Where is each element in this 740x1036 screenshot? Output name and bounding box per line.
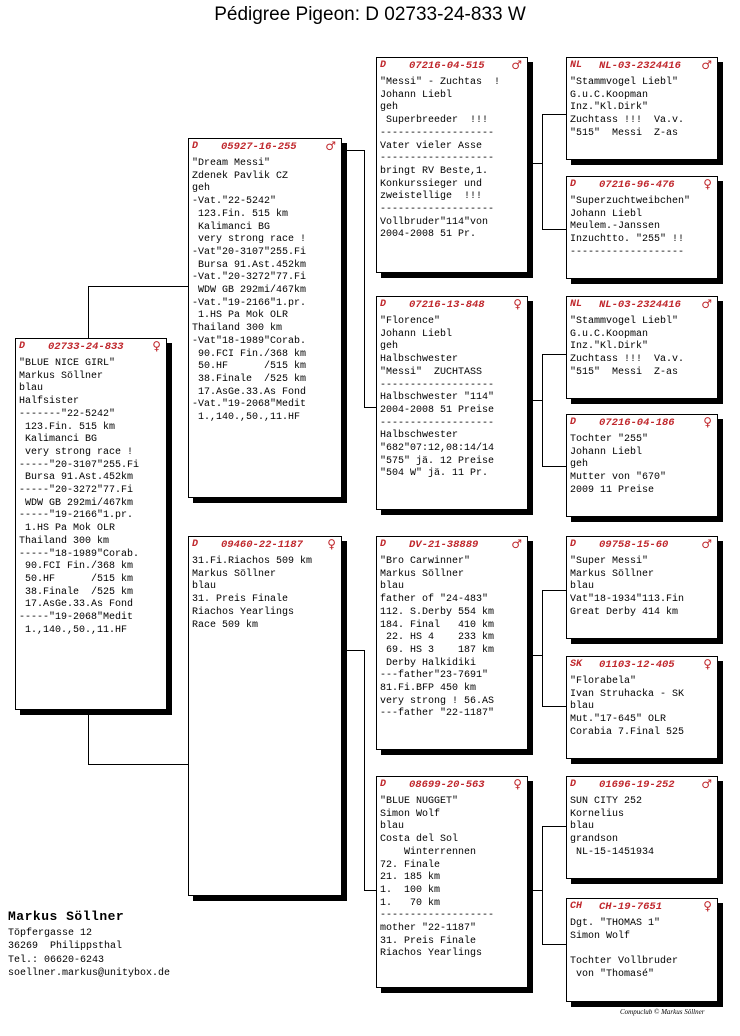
card-line: "515" Messi Z-as (570, 127, 679, 139)
card-line: SUN CITY 252 (570, 796, 643, 807)
card-line: Halfsister (19, 396, 80, 408)
card-body (567, 194, 717, 260)
card-line: 2004-2008 51 Pr. (380, 229, 477, 241)
card-line: Zuchtass !!! Va.v. (570, 115, 685, 127)
ring-number: 07216-04-186 (599, 417, 675, 429)
card-line: 17.AsGe.33.As Fond (19, 599, 134, 611)
card-line: Riachos Yearlings (380, 948, 483, 960)
card-line: Inz."Kl.Dirk" (570, 102, 649, 114)
pedigree-card-mfm (566, 656, 718, 759)
card-line: Ivan Struhacka - SK (570, 688, 685, 700)
pedigree-card-fmm (566, 414, 718, 517)
card-line: G.u.C.Koopman (570, 89, 649, 101)
card-line: geh (570, 459, 589, 471)
card-line: -Vat"18-1989"Corab. (192, 335, 307, 347)
card-line: blau (380, 821, 405, 833)
card-line (570, 943, 714, 956)
card-line: "504 W" jä. 11 Pr. (380, 468, 489, 480)
card-line: 21. 185 km (380, 872, 441, 884)
ring-number: 07216-13-848 (409, 299, 485, 311)
card-line: Thailand 300 km (19, 535, 110, 547)
card-line: Thailand 300 km (192, 323, 283, 335)
card-header (377, 60, 527, 75)
card-line: Johann Liebl (380, 328, 453, 340)
connector-line (542, 706, 566, 707)
pedigree-card-fmf (566, 296, 718, 399)
connector-line (364, 407, 376, 408)
owner-city: 36269 Philippsthal (8, 941, 123, 953)
sex-symbol: ♀ (513, 297, 522, 311)
card-line: Derby Halkidiki (380, 657, 477, 669)
card-body (567, 75, 717, 141)
pedigree-card-mother-father (376, 536, 528, 750)
card-line: 17.AsGe.33.As Fond (192, 386, 307, 398)
connector-line (528, 400, 542, 401)
pedigree-card-mmf (566, 776, 718, 879)
card-header (567, 60, 717, 75)
card-line: -----"19-2068"Medit (19, 612, 134, 624)
pedigree-card-mmm (566, 898, 718, 1002)
country-code: D (570, 417, 577, 428)
pedigree-card-fff (566, 57, 718, 160)
card-line: Johann Liebl (570, 446, 643, 458)
card-line: 123.Fin. 515 km (19, 421, 116, 433)
card-line: 69. HS 3 187 km (380, 644, 495, 656)
card-body (377, 794, 527, 961)
card-body (567, 794, 717, 860)
sex-symbol: ♀ (703, 177, 712, 191)
card-line: -------"22-5242" (19, 408, 116, 420)
card-line: -Vat."20-3272"77.Fi (192, 272, 307, 284)
card-line: -Vat"20-3107"255.Fi (192, 246, 307, 258)
connector-line (542, 590, 566, 591)
card-header (567, 659, 717, 674)
ring-number: 09758-15-60 (599, 539, 669, 551)
pedigree-card-main (15, 338, 167, 710)
card-line: Dgt. "THOMAS 1" (570, 918, 661, 929)
card-line: Halbschwester "114" (380, 392, 495, 404)
card-line: "Super Messi" (570, 556, 649, 567)
connector-line (542, 466, 566, 467)
sex-symbol: ♂ (511, 537, 522, 551)
owner-email: soellner.markus@unitybox.de (8, 967, 171, 979)
card-line: Kornelius (570, 808, 625, 820)
card-line: geh (380, 102, 399, 114)
card-line: 1. 100 km (380, 884, 441, 896)
card-line: Johann Liebl (380, 89, 453, 101)
sex-symbol: ♀ (327, 537, 336, 551)
connector-line (542, 826, 566, 827)
card-line: grandson (570, 834, 619, 846)
card-line: geh (380, 341, 399, 353)
card-line: G.u.C.Koopman (570, 328, 649, 340)
card-line: WDW GB 292mi/467km (19, 497, 134, 509)
card-body (567, 916, 717, 982)
ring-number: 07216-96-476 (599, 179, 675, 191)
card-line: Markus Söllner (570, 568, 655, 580)
card-line: 2009 11 Preise (570, 484, 655, 496)
connector-line (88, 286, 89, 338)
country-code: D (380, 60, 387, 71)
card-line: 72. Finale (380, 859, 441, 871)
card-line: Tochter "255" (570, 434, 649, 445)
card-header (189, 141, 341, 156)
card-line: 50.HF /515 km (19, 573, 134, 585)
card-line: von "Thomasé" (570, 968, 655, 980)
ring-number: DV-21-38889 (409, 539, 479, 551)
card-line: 90.FCI Fin./368 km (192, 348, 307, 360)
card-line: "Bro Carwinner" (380, 556, 471, 567)
card-line: 1.,140.,50.,11.HF (19, 624, 128, 636)
card-line: 31. Preis Finale (380, 935, 477, 947)
card-line: "Superzuchtweibchen" (570, 196, 691, 207)
owner-phone: Tel.: 06620-6243 (8, 954, 105, 966)
card-header (377, 299, 527, 314)
card-line: -Vat."22-5242" (192, 196, 277, 208)
card-line: "515" Messi Z-as (570, 366, 679, 378)
connector-line (542, 944, 566, 945)
country-code: D (380, 299, 387, 310)
card-body (377, 554, 527, 721)
card-line: Bursa 91.Ast.452km (19, 472, 134, 484)
card-line: "Stammvogel Liebl" (570, 316, 679, 327)
card-line: Zdenek Pavlik CZ (192, 170, 289, 182)
ring-number: 01103-12-405 (599, 659, 675, 671)
connector-line (364, 890, 376, 891)
card-line: Halbschwester (380, 430, 459, 442)
country-code: D (192, 539, 199, 550)
pedigree-card-father-father (376, 57, 528, 273)
connector-line (528, 890, 542, 891)
card-line: zweistellige !!! (380, 191, 483, 203)
connector-line (528, 655, 542, 656)
connector-line (542, 590, 543, 706)
card-line: ---father "22-1187" (380, 708, 495, 720)
pedigree-card-father (188, 138, 342, 498)
card-line: "682"07:12,08:14/14 (380, 443, 495, 455)
card-line: ------------------- (380, 379, 495, 391)
card-line: Kalimanci BG (19, 434, 98, 446)
country-code: D (19, 341, 26, 352)
card-line: Simon Wolf (380, 808, 441, 820)
card-line: 38.Finale /525 km (192, 373, 307, 385)
card-header (377, 539, 527, 554)
card-line: blau (570, 701, 595, 713)
ring-number: NL-03-2324416 (599, 299, 681, 311)
card-line: Simon Wolf (570, 930, 631, 942)
card-body (377, 314, 527, 481)
card-line: Bursa 91.Ast.452km (192, 259, 307, 271)
connector-line (542, 354, 566, 355)
card-line: Great Derby 414 km (570, 606, 679, 618)
ring-number: 05927-16-255 (221, 141, 297, 153)
card-line: Corabia 7.Final 525 (570, 726, 685, 738)
card-line: "Florence" (380, 316, 441, 327)
card-line: blau (19, 383, 44, 395)
country-code: NL (570, 299, 583, 310)
card-line: ------------------- (380, 153, 495, 165)
card-line: 1. 70 km (380, 897, 441, 909)
country-code: D (570, 779, 577, 790)
ring-number: 02733-24-833 (48, 341, 124, 353)
card-line: ------------------- (380, 910, 495, 922)
card-line: Meulem.-Janssen (570, 221, 661, 233)
connector-line (542, 229, 566, 230)
card-line: -Vat."19-2166"1.pr. (192, 297, 307, 309)
card-line: 184. Final 410 km (380, 619, 495, 631)
sex-symbol: ♂ (701, 777, 712, 791)
card-line: blau (380, 581, 405, 593)
card-line: "Messi" ZUCHTASS (380, 366, 483, 378)
card-header (189, 539, 341, 554)
sex-symbol: ♂ (701, 537, 712, 551)
card-line: Johann Liebl (570, 208, 643, 220)
card-line: bringt RV Beste,1. (380, 165, 489, 177)
card-header (567, 779, 717, 794)
card-line: father of "24-483" (380, 594, 489, 606)
connector-line (542, 354, 543, 466)
card-line: Race 509 km (192, 619, 259, 631)
ring-number: NL-03-2324416 (599, 60, 681, 72)
card-line: "575" jä. 12 Preise (380, 455, 495, 467)
card-line: Riachos Yearlings (192, 606, 295, 618)
card-line: Vater vieler Asse (380, 140, 483, 152)
card-header (16, 341, 166, 356)
card-line: blau (570, 821, 595, 833)
connector-line (542, 114, 566, 115)
card-line: Winterrennen (380, 846, 477, 858)
card-header (567, 539, 717, 554)
card-line: ------------------- (380, 204, 495, 216)
card-line: 81.Fi.BFP 450 km (380, 683, 477, 695)
pedigree-card-mother-mother (376, 776, 528, 988)
sex-symbol: ♀ (703, 415, 712, 429)
card-line: Halbschwester (380, 354, 459, 366)
connector-line (88, 286, 188, 287)
card-line: very strong ! 56.AS (380, 695, 495, 707)
card-line: "Stammvogel Liebl" (570, 77, 679, 88)
owner-street: Töpfergasse 12 (8, 928, 93, 940)
card-line: Vollbruder"114"von (380, 216, 489, 228)
country-code: D (570, 179, 577, 190)
card-line: 1.,140.,50.,11.HF (192, 412, 301, 424)
card-line: -Vat."19-2068"Medit (192, 399, 307, 411)
connector-line (88, 710, 89, 764)
card-body (189, 554, 341, 632)
card-line: Inzuchtto. "255" !! (570, 234, 685, 246)
card-line: 90.FCI Fin./368 km (19, 561, 134, 573)
connector-line (342, 650, 364, 651)
card-line: Markus Söllner (19, 370, 104, 382)
sex-symbol: ♀ (513, 777, 522, 791)
card-line: Kalimanci BG (192, 221, 271, 233)
card-line: Markus Söllner (380, 568, 465, 580)
card-line: -----"20-3107"255.Fi (19, 459, 140, 471)
sex-symbol: ♂ (325, 139, 336, 153)
card-header (567, 417, 717, 432)
card-header (567, 901, 717, 916)
card-line: -----"19-2166"1.pr. (19, 510, 134, 522)
card-line: Superbreeder !!! (380, 115, 489, 127)
ring-number: CH-19-7651 (599, 901, 663, 913)
connector-line (364, 150, 365, 407)
card-line: 22. HS 4 233 km (380, 632, 495, 644)
card-line: mother "22-1187" (380, 923, 477, 935)
card-line: 112. S.Derby 554 km (380, 606, 495, 618)
ring-number: 01696-19-252 (599, 779, 675, 791)
card-line: 38.Finale /525 km (19, 586, 134, 598)
card-line: ------------------- (570, 246, 685, 258)
card-body (567, 554, 717, 620)
country-code: D (380, 779, 387, 790)
sex-symbol: ♀ (152, 339, 161, 353)
pedigree-card-mff (566, 536, 718, 639)
country-code: D (570, 539, 577, 550)
card-line: Konkurssieger und (380, 178, 483, 190)
card-line: geh (192, 183, 211, 195)
card-line: Mut."17-645" OLR (570, 714, 667, 726)
card-line: Mutter von "670" (570, 472, 667, 484)
card-line: "BLUE NICE GIRL" (19, 358, 116, 369)
connector-line (542, 826, 543, 944)
card-line: -----"18-1989"Corab. (19, 548, 140, 560)
country-code: CH (570, 901, 583, 912)
card-header (567, 179, 717, 194)
footer-credit: Compuclub © Markus Söllner (620, 1008, 705, 1016)
country-code: D (192, 141, 199, 152)
card-line: 1.HS Pa Mok OLR (192, 310, 289, 322)
card-line: very strong race ! (192, 234, 307, 246)
connector-line (364, 650, 365, 890)
owner-name: Markus Söllner (8, 909, 125, 924)
card-line: 31.Fi.Riachos 509 km (192, 556, 313, 567)
card-line: Markus Söllner (192, 568, 277, 580)
card-line: 31. Preis Finale (192, 594, 289, 606)
connector-line (528, 163, 542, 164)
pedigree-card-ffm (566, 176, 718, 279)
card-line: "Dream Messi" (192, 158, 271, 169)
card-body (189, 156, 341, 425)
card-line: NL-15-1451934 (570, 846, 655, 858)
ring-number: 09460-22-1187 (221, 539, 303, 551)
card-line: blau (570, 581, 595, 593)
card-line: "Messi" - Zuchtas ! (380, 77, 501, 88)
card-header (377, 779, 527, 794)
sex-symbol: ♂ (511, 58, 522, 72)
card-line: "BLUE NUGGET" (380, 796, 459, 807)
card-line: Tochter Vollbruder (570, 956, 679, 968)
card-line: ------------------- (380, 417, 495, 429)
card-body (567, 674, 717, 740)
card-line: Vat"18-1934"113.Fin (570, 594, 685, 606)
sex-symbol: ♂ (701, 297, 712, 311)
country-code: SK (570, 659, 583, 670)
card-body (567, 314, 717, 380)
card-line: Costa del Sol (380, 834, 459, 846)
card-line: very strong race ! (19, 446, 134, 458)
owner-address (8, 910, 170, 980)
connector-line (542, 114, 543, 229)
card-line: -----"20-3272"77.Fi (19, 485, 134, 497)
country-code: D (380, 539, 387, 550)
card-line: Inz."Kl.Dirk" (570, 341, 649, 353)
card-line: 2004-2008 51 Preise (380, 404, 495, 416)
connector-line (342, 150, 364, 151)
card-line: blau (192, 581, 217, 593)
sex-symbol: ♀ (703, 899, 712, 913)
sex-symbol: ♂ (701, 58, 712, 72)
card-line: Zuchtass !!! Va.v. (570, 354, 685, 366)
card-line: 123.Fin. 515 km (192, 208, 289, 220)
ring-number: 07216-04-515 (409, 60, 485, 72)
card-line: "Florabela" (570, 676, 637, 687)
card-line: ---father"23-7691" (380, 670, 489, 682)
card-line: 50.HF /515 km (192, 361, 307, 373)
sex-symbol: ♀ (703, 657, 712, 671)
card-line: ------------------- (380, 127, 495, 139)
card-body (377, 75, 527, 242)
card-body (16, 356, 166, 637)
country-code: NL (570, 60, 583, 71)
ring-number: 08699-20-563 (409, 779, 485, 791)
card-line: 1.HS Pa Mok OLR (19, 523, 116, 535)
connector-line (88, 764, 188, 765)
pedigree-card-mother (188, 536, 342, 896)
card-body (567, 432, 717, 498)
page-title: Pédigree Pigeon: D 02733-24-833 W (214, 4, 526, 25)
card-line: WDW GB 292mi/467km (192, 285, 307, 297)
card-header (567, 299, 717, 314)
pedigree-card-father-mother (376, 296, 528, 510)
